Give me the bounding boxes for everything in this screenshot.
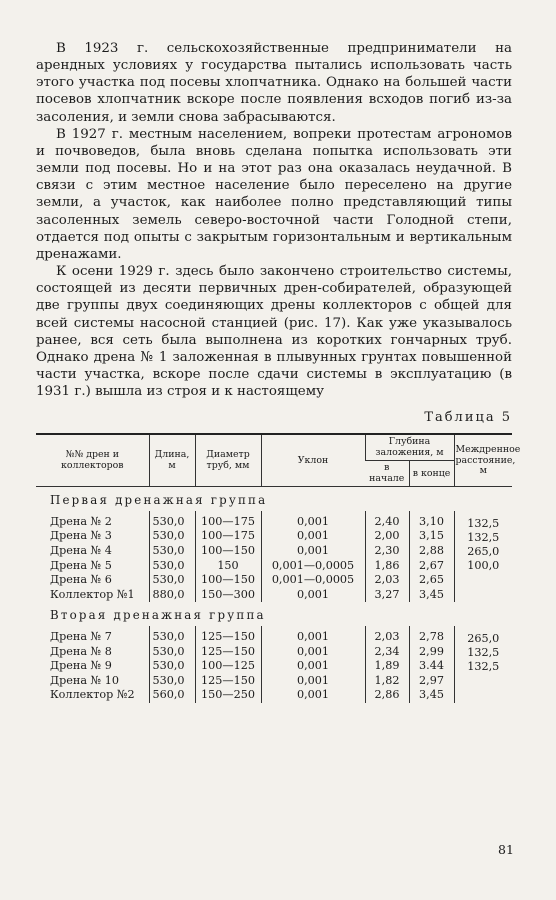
- distance-value: 265,0: [467, 545, 500, 559]
- table-row: [36, 626, 512, 645]
- row-name: Дрена № 3: [50, 529, 112, 543]
- row-name: Дрена № 2: [50, 514, 112, 528]
- row-name: Коллектор №2: [50, 688, 135, 702]
- table-row: [36, 529, 512, 544]
- row-slope: 0,001—0,0005: [261, 559, 365, 574]
- row-slope: 0,001: [261, 688, 365, 703]
- row-name: Дрена № 9: [50, 659, 112, 673]
- row-depth-start: 2,30: [365, 544, 409, 559]
- row-slope: 0,001: [261, 659, 365, 674]
- row-depth-start: 2,86: [365, 688, 409, 703]
- distance-value: 100,0: [467, 559, 500, 573]
- group-distances: [454, 626, 512, 703]
- row-depth-end: 2,97: [409, 674, 454, 689]
- row-diameter: 125—150: [195, 645, 261, 660]
- table-row: [36, 544, 512, 559]
- row-length: 530,0: [149, 529, 195, 544]
- row-depth-start: 1,86: [365, 559, 409, 574]
- row-depth-end: 2,99: [409, 645, 454, 660]
- row-depth-end: 3,10: [409, 511, 454, 530]
- row-diameter: 100—150: [195, 544, 261, 559]
- row-diameter: 125—150: [195, 674, 261, 689]
- row-slope: 0,001: [261, 588, 365, 603]
- paragraph-1923: В 1923 г. сельскохозяйственные предприниматели на арендных условиях у государства пытались использовать часть этого участка под посевы хлопчатника. Однако на большей части посевов хлопчатник вскоре после появления всходов погиб из-за засоления, и земли снова забрасываются.: [36, 41, 512, 125]
- paragraph-1927: В 1927 г. местным населением, вопреки протестам агрономов и почвоведов, была вновь сделана попытка использовать эти земли под посевы. Но и на этот раз она оказалась неудачной. В связи с этим местное население было переселено на другие земли, а участок, как наиболее полно представляющий типы засоленных земель северо-восточной части Голодной степи, отдается под опыты с закрытым горизонтальным и вертикальным дренажами.: [36, 126, 512, 262]
- distance-value: 132,5: [467, 646, 500, 660]
- table-row: [36, 573, 512, 588]
- table-row: [36, 674, 512, 689]
- row-name: Дрена № 8: [50, 644, 112, 658]
- row-slope: 0,001—0,0005: [261, 573, 365, 588]
- header-depth: Глубина заложения, м: [365, 434, 454, 461]
- row-slope: 0,001: [261, 544, 365, 559]
- table-caption: Таблица 5: [424, 410, 512, 426]
- row-length: 530,0: [149, 544, 195, 559]
- distance-value: 132,5: [467, 660, 500, 674]
- row-depth-start: 2,00: [365, 529, 409, 544]
- paragraph-1929: К осени 1929 г. здесь было закончено строительство системы, состоящей из десяти первичных дрен-собирателей, образующей две группы двух соединяющих дрены коллекторов с общей для всей системы насосной станцией (рис. 17). Как уже указывалось ранее, вся сеть была выполнена из коротких гончарных труб. Однако дрена № 1 заложенная в плывунных грунтах повышенной части участка, вскоре после сдачи системы в эксплуатацию (в 1931 г.) вышла из строя и к настоящему: [36, 264, 512, 400]
- header-length: Длина, м: [149, 434, 195, 487]
- group-title: Вторая дренажная группа: [50, 608, 266, 623]
- table-row: [36, 588, 512, 603]
- row-depth-end: 3.44: [409, 659, 454, 674]
- row-name: Дрена № 7: [50, 630, 112, 644]
- table-row: [36, 559, 512, 574]
- row-length: 530,0: [149, 659, 195, 674]
- header-distance: Междренное расстояние, м: [454, 434, 512, 487]
- row-name: Дрена № 5: [50, 558, 112, 572]
- row-diameter: 100—175: [195, 529, 261, 544]
- row-depth-end: 3,45: [409, 588, 454, 603]
- page-number: 81: [498, 842, 514, 857]
- row-depth-start: 3,27: [365, 588, 409, 603]
- distance-value: 132,5: [467, 516, 500, 530]
- row-depth-end: 2,78: [409, 626, 454, 645]
- table-row: [36, 659, 512, 674]
- row-depth-end: 2,65: [409, 573, 454, 588]
- row-length: 530,0: [149, 645, 195, 660]
- row-name: Дрена № 6: [50, 573, 112, 587]
- row-diameter: 150—250: [195, 688, 261, 703]
- row-depth-end: 2,67: [409, 559, 454, 574]
- row-depth-start: 2,03: [365, 573, 409, 588]
- row-length: 530,0: [149, 573, 195, 588]
- group-distances: [454, 511, 512, 603]
- table-row: [36, 645, 512, 660]
- row-depth-end: 3,15: [409, 529, 454, 544]
- row-slope: 0,001: [261, 511, 365, 530]
- row-name: Дрена № 4: [50, 544, 112, 558]
- row-slope: 0,001: [261, 529, 365, 544]
- row-length: 880,0: [149, 588, 195, 603]
- row-depth-start: 1,89: [365, 659, 409, 674]
- distance-value: 265,0: [467, 632, 500, 646]
- header-name: №№ дрен и коллекторов: [36, 434, 149, 487]
- row-length: 530,0: [149, 674, 195, 689]
- row-diameter: 150—300: [195, 588, 261, 603]
- group-title: Первая дренажная группа: [50, 493, 268, 508]
- header-diameter: Диаметр труб, мм: [195, 434, 261, 487]
- header-slope: Уклон: [261, 434, 365, 487]
- row-depth-start: 1,82: [365, 674, 409, 689]
- row-length: 530,0: [149, 559, 195, 574]
- row-depth-end: 3,45: [409, 688, 454, 703]
- row-depth-start: 2,40: [365, 511, 409, 530]
- table-row: [36, 688, 512, 703]
- row-diameter: 125—150: [195, 626, 261, 645]
- row-name: Коллектор №1: [50, 587, 135, 601]
- row-depth-start: 2,03: [365, 626, 409, 645]
- table-row: [36, 511, 512, 530]
- row-diameter: 150: [195, 559, 261, 574]
- row-diameter: 100—175: [195, 511, 261, 530]
- row-slope: 0,001: [261, 674, 365, 689]
- header-depth-end: в конце: [409, 461, 454, 487]
- row-depth-start: 2,34: [365, 645, 409, 660]
- page-content: [36, 40, 521, 703]
- distance-value: 132,5: [467, 531, 500, 545]
- row-slope: 0,001: [261, 626, 365, 645]
- row-length: 560,0: [149, 688, 195, 703]
- row-depth-end: 2,88: [409, 544, 454, 559]
- row-length: 530,0: [149, 626, 195, 645]
- row-slope: 0,001: [261, 645, 365, 660]
- row-diameter: 100—125: [195, 659, 261, 674]
- header-depth-start: в начале: [365, 461, 409, 487]
- row-diameter: 100—150: [195, 573, 261, 588]
- row-length: 530,0: [149, 511, 195, 530]
- drain-table: [36, 433, 521, 703]
- row-name: Дрена № 10: [50, 673, 119, 687]
